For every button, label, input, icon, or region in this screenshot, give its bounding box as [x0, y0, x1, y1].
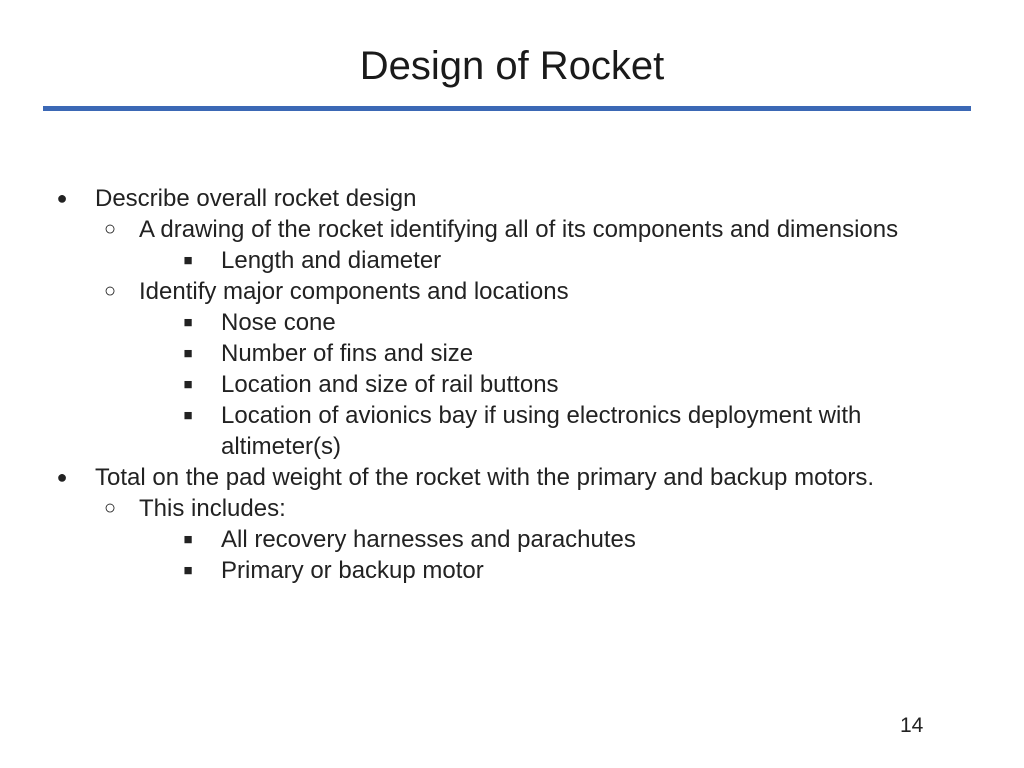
- bullet-text: A drawing of the rocket identifying all of its components and dimensions: [139, 216, 899, 243]
- bullet-marker-hollow-circle: ○: [103, 218, 117, 240]
- bullet-text-continuation: altimeter(s): [221, 433, 342, 460]
- bullet-text: Length and diameter: [221, 247, 442, 274]
- bullet-text: This includes:: [139, 495, 286, 522]
- bullet-marker-filled-circle: ●: [56, 188, 68, 208]
- bullet-marker-square: ■: [183, 345, 193, 362]
- bullet-marker-square: ■: [183, 531, 193, 548]
- title-divider: [43, 106, 971, 111]
- bullet-text: Describe overall rocket design: [95, 185, 417, 212]
- bullet-marker-square: ■: [183, 252, 193, 269]
- bullet-marker-filled-circle: ●: [56, 467, 68, 487]
- bullet-marker-hollow-circle: ○: [103, 497, 117, 519]
- bullet-text: All recovery harnesses and parachutes: [221, 526, 636, 553]
- bullet-marker-square: ■: [183, 376, 193, 393]
- bullet-marker-hollow-circle: ○: [103, 280, 117, 302]
- bullet-marker-square: ■: [183, 314, 193, 331]
- page-number: 14: [900, 714, 924, 737]
- bullet-marker-square: ■: [183, 407, 193, 424]
- bullet-text: Identify major components and locations: [139, 278, 569, 305]
- bullet-text: Total on the pad weight of the rocket with the primary and backup motors.: [95, 464, 875, 491]
- bullet-text: Number of fins and size: [221, 340, 474, 367]
- bullet-text: Nose cone: [221, 309, 336, 336]
- bullet-marker-square: ■: [183, 562, 193, 579]
- bullet-text: Primary or backup motor: [221, 557, 484, 584]
- slide-title: Design of Rocket: [359, 44, 665, 88]
- bullet-text: Location and size of rail buttons: [221, 371, 559, 398]
- bullet-text: Location of avionics bay if using electronics deployment with: [221, 402, 862, 429]
